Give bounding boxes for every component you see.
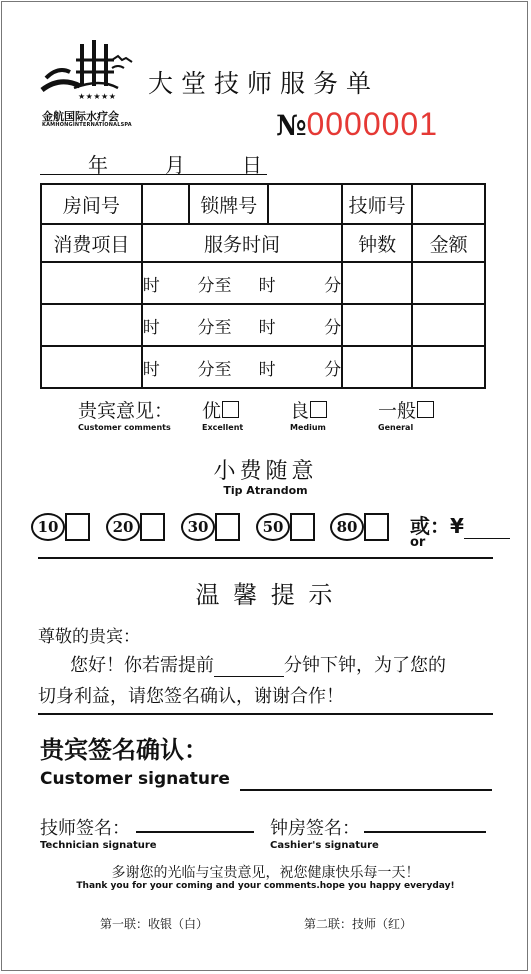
excellent-label: 优: [202, 400, 222, 422]
notice-line-1: [70, 651, 446, 677]
tip-option[interactable]: [31, 513, 90, 541]
thanks-cn: 多谢您的光临与宝贵意见，祝您健康快乐每一天！: [111, 865, 420, 881]
brand-logo: [40, 38, 150, 133]
tip-amount: 10: [31, 513, 65, 541]
form-title: 大堂技师服务单: [148, 69, 380, 98]
hour-label: 时: [258, 317, 276, 338]
tip-option[interactable]: [256, 513, 315, 541]
lock-number-label: 锁牌号: [189, 184, 268, 224]
minute-label: 分: [324, 275, 342, 296]
minute-label: 分: [324, 317, 342, 338]
notice-text-b: 分钟下钟，为了您的: [284, 655, 446, 676]
technician-signature-field[interactable]: [136, 831, 254, 833]
column-header-amount: 金额: [412, 224, 485, 262]
serial-value: 0000001: [306, 106, 439, 142]
notice-text-a: 您好！你若需提前: [70, 655, 214, 676]
hour-label: 时: [142, 359, 160, 380]
table-row: [41, 184, 485, 224]
date-field[interactable]: [40, 174, 267, 175]
tip-amount: 80: [330, 513, 364, 541]
notice-title: 温 馨 提 示: [195, 581, 336, 609]
thanks-en: Thank you for your coming and your comments.hope you happy everyday!: [76, 881, 455, 891]
lock-number-field[interactable]: [268, 184, 342, 224]
service-time-field[interactable]: [142, 262, 343, 304]
date-month-label: 月: [165, 153, 185, 177]
comments-label-group: [78, 396, 173, 432]
logo-name: 金航国际水疗会: [42, 110, 119, 123]
clock-field[interactable]: [342, 262, 412, 304]
tip-amount: 20: [106, 513, 140, 541]
copy-second: 第二联：技师（红）: [304, 917, 413, 931]
technician-signature-label-en: Technician signature: [40, 840, 157, 851]
clock-field[interactable]: [342, 304, 412, 346]
date-year-label: 年: [88, 153, 108, 177]
excellent-label-en: Excellent: [202, 423, 244, 432]
tip-checkbox[interactable]: [140, 513, 165, 541]
tip-checkbox[interactable]: [65, 513, 90, 541]
medium-label-en: Medium: [290, 423, 326, 432]
tip-or-label-en: or: [410, 535, 426, 550]
serial-number: [276, 106, 438, 143]
guest-signature-title: 贵宾签名确认：: [40, 736, 208, 764]
cashier-signature-field[interactable]: [364, 831, 486, 833]
guest-signature-field[interactable]: [240, 789, 492, 791]
minute-label: 分: [324, 359, 342, 380]
item-field[interactable]: [41, 346, 142, 388]
divider: [38, 557, 493, 559]
minute-to-label: 分至: [197, 359, 232, 380]
option-excellent[interactable]: [202, 396, 243, 432]
technician-number-label: 技师号: [342, 184, 412, 224]
comments-label: 贵宾意见：: [78, 400, 174, 422]
cashier-signature-label: 钟房签名：: [270, 818, 360, 839]
notice-line-2: 切身利益，请您签名确认，谢谢合作！: [38, 686, 344, 707]
minute-to-label: 分至: [197, 275, 232, 296]
amount-field[interactable]: [412, 304, 485, 346]
general-label: 一般: [378, 400, 417, 422]
cashier-signature: [270, 814, 379, 851]
hour-label: 时: [258, 359, 276, 380]
hour-label: 时: [142, 275, 160, 296]
comments-label-en: Customer comments: [78, 423, 171, 432]
tip-title: 小费随意: [213, 459, 318, 484]
service-table: [40, 183, 486, 389]
tip-amount: 50: [256, 513, 290, 541]
tip-option[interactable]: [181, 513, 240, 541]
hour-label: 时: [142, 317, 160, 338]
serial-label: №: [276, 109, 307, 142]
clock-field[interactable]: [342, 346, 412, 388]
tip-checkbox[interactable]: [215, 513, 240, 541]
service-time-field[interactable]: [142, 346, 343, 388]
table-row: [41, 262, 485, 304]
checkbox-excellent[interactable]: [222, 401, 239, 418]
tip-or-label: 或：¥: [410, 514, 464, 538]
service-time-field[interactable]: [142, 304, 343, 346]
room-number-field[interactable]: [142, 184, 189, 224]
tip-amount: 30: [181, 513, 215, 541]
tip-custom-field[interactable]: [464, 518, 510, 539]
item-field[interactable]: [41, 262, 142, 304]
option-medium[interactable]: [290, 396, 327, 432]
column-header-time: 服务时间: [142, 224, 343, 262]
hour-label: 时: [258, 275, 276, 296]
checkbox-general[interactable]: [417, 401, 434, 418]
logo-stars: ★★★★★: [78, 92, 117, 101]
tip-title-en: Tip Atrandom: [223, 484, 308, 497]
minute-to-label: 分至: [197, 317, 232, 338]
tip-checkbox[interactable]: [364, 513, 389, 541]
tip-heading: [0, 454, 531, 497]
copy-first: 第一联：收银（白）: [100, 917, 209, 931]
medium-label: 良: [290, 400, 310, 422]
room-number-label: 房间号: [41, 184, 142, 224]
item-field[interactable]: [41, 304, 142, 346]
column-header-item: 消费项目: [41, 224, 142, 262]
guest-signature-label-en: Customer signature: [40, 769, 230, 789]
tip-option[interactable]: [106, 513, 165, 541]
checkbox-medium[interactable]: [310, 401, 327, 418]
technician-number-field[interactable]: [412, 184, 485, 224]
technician-signature-label: 技师签名：: [40, 818, 130, 839]
cashier-signature-label-en: Cashier's signature: [270, 840, 379, 851]
column-header-clock: 钟数: [342, 224, 412, 262]
tip-checkbox[interactable]: [290, 513, 315, 541]
table-row: [41, 304, 485, 346]
logo-subtitle: KAMHONGINTERNATIONALSPA: [42, 122, 132, 128]
table-header-row: [41, 224, 485, 262]
amount-field[interactable]: [412, 346, 485, 388]
amount-field[interactable]: [412, 262, 485, 304]
option-general[interactable]: [378, 396, 434, 432]
tip-option[interactable]: [330, 513, 389, 541]
table-row: [41, 346, 485, 388]
minutes-field[interactable]: [214, 658, 284, 677]
divider: [38, 713, 493, 715]
general-label-en: General: [378, 423, 414, 432]
date-day-label: 日: [242, 153, 262, 177]
tip-custom[interactable]: [410, 510, 510, 550]
notice-greeting: 尊敬的贵宾：: [38, 627, 140, 647]
